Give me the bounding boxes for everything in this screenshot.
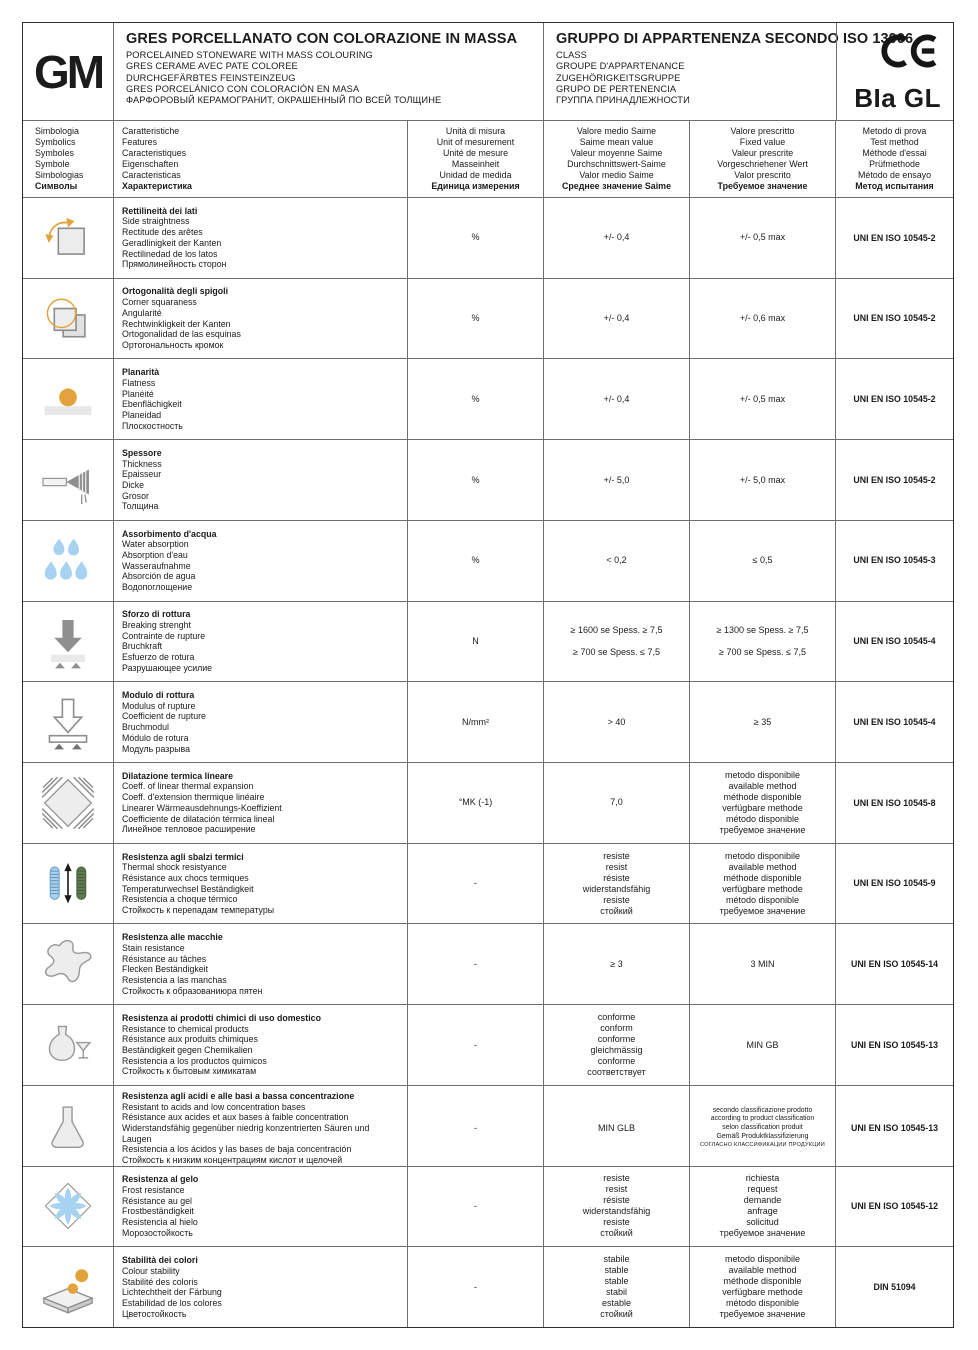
features-cell: Dilatazione termica lineare Coeff. of linear thermal expansion Coeff. d'extension thermique linéaire Linearer Wärmeausdehnungs-Koeffizient Coefficiente de dilatación térmica lineal Линейное тепловое расширение [113,763,407,843]
brand-logo [23,23,113,120]
test-method-cell: UNI EN ISO 10545-2 [835,359,953,439]
mean-value-cell: MIN GLB [543,1086,689,1171]
features-cell: Stabilità dei colori Colour stability Stabilité des coloris Lichtechtheit der Färbung Estabilidad de los colores Цветостойкость [113,1247,407,1327]
symbol-cell [23,521,113,601]
fixed-value-cell: +/- 0,6 max [689,279,835,359]
table-row [23,439,953,520]
mean-value-cell: conforme conform conforme gleichmässig conforme соответствует [543,1005,689,1085]
features-cell: Ortogonalità degli spigoli Corner squaraness Angularité Rechtwinkligkeit der Kanten Ortogonalidad de las esquinas Ортогональность кромок [113,279,407,359]
fixed-value-cell: ≥ 35 [689,682,835,762]
features-cell: Rettilineità dei lati Side straightness Rectitude des arêtes Geradlinigkeit der Kanten Rectilinedad de los latos Прямолинейность сторон [113,198,407,278]
unit-cell: % [407,198,543,278]
corner-squareness-icon [39,290,97,348]
table-row [23,520,953,601]
unit-cell: % [407,359,543,439]
table-row [23,1004,953,1085]
test-method-cell: UNI EN ISO 10545-12 [835,1167,953,1247]
unit-cell: - [407,1086,543,1171]
column-header-mean-value: Valore medio Saime Saime mean value Valeur moyenne Saime Durchschnittswert-Saime Valor medio Saime Среднее значение Saime [543,121,689,197]
mean-value-cell: < 0,2 [543,521,689,601]
test-method-cell: UNI EN ISO 10545-13 [835,1086,953,1171]
stain-icon [39,935,97,993]
symbol-cell [23,763,113,843]
unit-cell: % [407,440,543,520]
column-header-fixed-value: Valore prescritto Fixed value Valeur prescrite Vorgeschriehener Wert Valor prescrito Требуемое значение [689,121,835,197]
product-title: GRES PORCELLANATO CON COLORAZIONE IN MASSA [126,31,518,47]
test-method-cell: DIN 51094 [835,1247,953,1327]
unit-cell: N [407,602,543,682]
column-header-symbol: Simbologia Symbolics Symboles Symbole Simbologias Символы [35,126,84,191]
table-row [23,681,953,762]
column-header-unit: Unità di misura Unit of mesurement Unité de mesure Masseinheit Unidad de medida Единица измерения [407,121,543,197]
features-cell: Planarità Flatness Planéité Ebenflächigkeit Planeidad Плоскостность [113,359,407,439]
test-method-cell: UNI EN ISO 10545-2 [835,440,953,520]
table-row [23,923,953,1004]
test-method-cell: UNI EN ISO 10545-2 [835,279,953,359]
column-header-row [23,120,953,197]
mean-value-cell: > 40 [543,682,689,762]
side-straightness-icon [39,209,97,267]
symbol-cell [23,1086,113,1171]
class-code: BIa GL [854,83,941,113]
thermal-shock-icon [39,855,97,913]
unit-cell: - [407,1005,543,1085]
unit-cell: - [407,844,543,924]
table-row [23,278,953,359]
mean-value-cell: +/- 0,4 [543,279,689,359]
table-row [23,1166,953,1247]
mean-value-cell: resiste resist résiste widerstandsfähig resiste стойкий [543,1167,689,1247]
symbol-cell [23,844,113,924]
features-cell: Sforzo di rottura Breaking strenght Contrainte de rupture Bruchkraft Esfuerzo de rotura Разрушающее усилие [113,602,407,682]
fixed-value-cell: MIN GB [689,1005,835,1085]
table-row [23,358,953,439]
fixed-value-cell: +/- 5,0 max [689,440,835,520]
thermal-expansion-icon [39,774,97,832]
features-cell: Resistenza agli sbalzi termici Thermal shock resistyance Résistance aux chocs termiques Temperaturwechsel Beständigkeit Resistencia a choque térmico Стойкость к перепадам температуры [113,844,407,924]
unit-cell: - [407,1167,543,1247]
fixed-value-cell: secondo classificazione prodotto according to product classification selon classification produit Gemäß Produktklassifizierung СОГЛАСНО КЛАССИФИКАЦИИ ПРОДУКЦИИ [689,1086,835,1171]
features-cell: Resistenza ai prodotti chimici di uso domestico Resistance to chemical products Résistance aux produits chimiques Beständigkeit gegen Chemikalien Resistencia a los productos quimicos Стойкость к бытовым химикатам [113,1005,407,1085]
features-cell: Assorbimento d'acqua Water absorption Absorption d'eau Wasseraufnahme Absorción de agua Водопоглощение [113,521,407,601]
mean-value-cell: +/- 5,0 [543,440,689,520]
frost-snowflake-icon [39,1177,97,1235]
test-method-cell: UNI EN ISO 10545-8 [835,763,953,843]
table-row [23,1246,953,1327]
mean-value-cell: +/- 0,4 [543,198,689,278]
fixed-value-cell: 3 MIN [689,924,835,1004]
group-subtitles: CLASS GROUPE D'APPARTENANCE ZUGEHÖRIGKEITSGRUPPE GRUPO DE PERTENENCIA ГРУППА ПРИНАДЛЕЖНОСТИ [556,50,690,106]
test-method-cell: UNI EN ISO 10545-4 [835,602,953,682]
column-header-test-method: Metodo di prova Test method Méthode d'essai Prüfmethode Método de ensayo Метод испытания [835,121,953,197]
colour-stability-icon [39,1258,97,1316]
symbol-cell [23,682,113,762]
thickness-caliper-icon [39,451,97,509]
table-row [23,197,953,278]
mean-value-cell: ≥ 3 [543,924,689,1004]
mean-value-cell: 7,0 [543,763,689,843]
mean-value-cell: +/- 0,4 [543,359,689,439]
breaking-force-icon [39,612,97,670]
test-method-cell: UNI EN ISO 10545-9 [835,844,953,924]
mean-value-cell: stabile stable stable stabil estable стойкий [543,1247,689,1327]
fixed-value-cell: ≤ 0,5 [689,521,835,601]
features-cell: Resistenza alle macchie Stain resistance Résistance au tâches Flecken Beständigkeit Resistencia a las manchas Стойкость к образованиюра пятен [113,924,407,1004]
table-row [23,1085,953,1166]
test-method-cell: UNI EN ISO 10545-14 [835,924,953,1004]
unit-cell: - [407,1247,543,1327]
unit-cell: % [407,279,543,359]
table-row [23,601,953,682]
fixed-value-cell: metodo disponibile available method méthode disponible verfügbare methode método disponible требуемое значение [689,1247,835,1327]
product-subtitles: PORCELAINED STONEWARE WITH MASS COLOURING GRES CERAME AVEC PATE COLOREE DURCHGEFÄRBTES FEINSTEINZEUG GRES PORCELÁNICO CON COLORACIÓN EN MASA ФАРФОРОВЫЙ КЕРАМОГРАНИТ, ОКРАШЕННЫЙ ПО ВСЕЙ ТОЛЩИНЕ [126,50,442,106]
symbol-cell [23,1247,113,1327]
flatness-icon [39,370,97,428]
modulus-of-rupture-icon [39,693,97,751]
features-cell: Resistenza al gelo Frost resistance Résistance au gel Frostbeständigkeit Resistencia al hielo Морозостойкость [113,1167,407,1247]
symbol-cell [23,1167,113,1247]
datasheet-frame [22,22,954,1328]
header-band [23,23,953,120]
group-title: GRUPPO DI APPARTENENZA SECONDO ISO 13006 [556,31,914,47]
mean-value-cell: resiste resist résiste widerstandsfähig resiste стойкий [543,844,689,924]
unit-cell: % [407,521,543,601]
fixed-value-cell: metodo disponibile available method méthode disponible verfügbare methode método disponible требуемое значение [689,844,835,924]
test-method-cell: UNI EN ISO 10545-3 [835,521,953,601]
fixed-value-cell: metodo disponibile available method méthode disponible verfügbare methode método disponible требуемое значение [689,763,835,843]
test-method-cell: UNI EN ISO 10545-2 [835,198,953,278]
brand-logo-text: GM [33,45,103,98]
symbol-cell [23,440,113,520]
column-header-features: Caratteristiche Features Caracteristiques Eigenschaften Caracteristicas Характеристика [113,121,407,197]
symbol-cell [23,279,113,359]
symbol-cell [23,1005,113,1085]
test-method-cell: UNI EN ISO 10545-4 [835,682,953,762]
chemical-flasks-icon [39,1016,97,1074]
fixed-value-cell: +/- 0,5 max [689,198,835,278]
table-row [23,762,953,843]
fixed-value-cell: richiesta request demande anfrage solicitud требуемое значение [689,1167,835,1247]
symbol-cell [23,602,113,682]
features-cell: Modulo di rottura Modulus of rupture Coefficient de rupture Bruchmodul Módulo de rotura Модуль разрыва [113,682,407,762]
test-method-cell: UNI EN ISO 10545-13 [835,1005,953,1085]
water-drops-icon [39,532,97,590]
unit-cell: - [407,924,543,1004]
table-body [23,197,953,1327]
features-cell: Resistenza agli acidi e alle basi a bassa concentrazione Resistant to acids and low concentration bases Résistance aux acides et aux bases à faible concentration Widerstandsfähig gegenüber niedrig konzentrierten Säuren und Laugen Resistencia a los ácidos y las bases de baja concentración Стойкость к низким концентрациям кислот и щелочей [113,1086,407,1171]
acid-flask-icon [39,1099,97,1157]
symbol-cell [23,359,113,439]
features-cell: Spessore Thickness Epaisseur Dicke Grosor Толщина [113,440,407,520]
fixed-value-cell: +/- 0,5 max [689,359,835,439]
fixed-value-cell: ≥ 1300 se Spess. ≥ 7,5 ≥ 700 se Spess. ≤ 7,5 [689,602,835,682]
mean-value-cell: ≥ 1600 se Spess. ≥ 7,5 ≥ 700 se Spess. ≤ 7,5 [543,602,689,682]
unit-cell: N/mm² [407,682,543,762]
symbol-cell [23,924,113,1004]
product-title-block [113,23,543,120]
certification-block [836,23,953,120]
ce-mark-icon [875,33,941,74]
unit-cell: °MK (-1) [407,763,543,843]
symbol-cell [23,198,113,278]
table-row [23,843,953,924]
